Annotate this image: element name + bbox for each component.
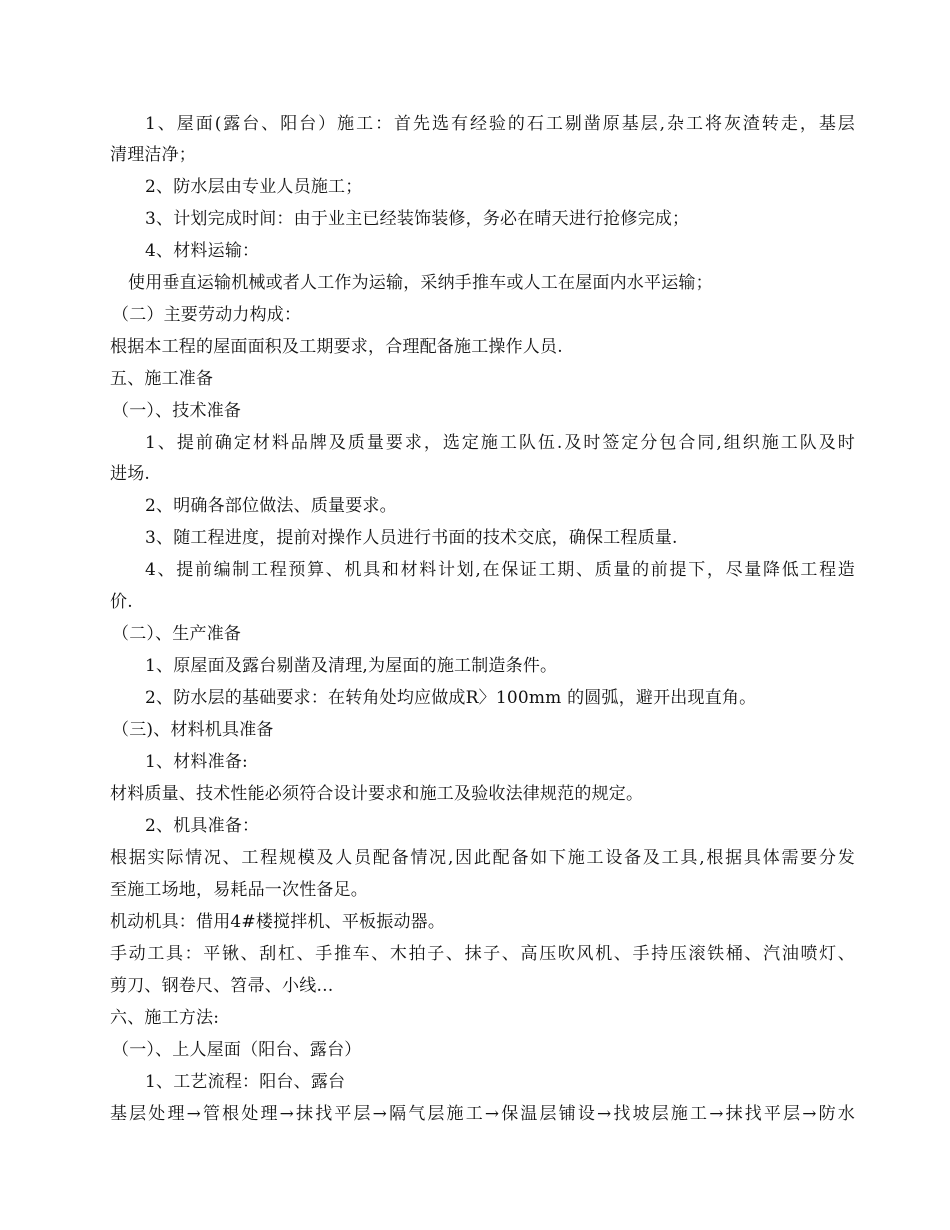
paragraph-line: 1、提前确定材料品牌及质量要求，选定施工队伍.及时签定分包合同,组织施工队及时	[145, 433, 855, 453]
paragraph-line: 根据实际情况、工程规模及人员配备情况,因此配备如下施工设备及工具,根据具体需要分发	[110, 848, 855, 868]
paragraph-line: 1、工艺流程：阳台、露台	[145, 1072, 346, 1092]
paragraph-line: 2、防水层由专业人员施工；	[145, 177, 363, 197]
section-heading: （一）、上人屋面（阳台、露台）	[112, 1040, 362, 1060]
paragraph-line: 1、原屋面及露台剔凿及清理,为屋面的施工制造条件。	[145, 656, 558, 676]
paragraph-line: 2、防水层的基础要求：在转角处均应做成R〉100mm 的圆弧，避开出现直角。	[145, 688, 757, 708]
paragraph-line: 至施工场地，易耗品一次性备足。	[110, 880, 368, 900]
paragraph-line: 价.	[110, 592, 133, 612]
paragraph-line: 使用垂直运输机械或者人工作为运输，采纳手推车或人工在屋面内水平运输；	[128, 273, 713, 293]
section-heading: （二）主要劳动力构成：	[112, 305, 302, 325]
section-heading: （三)、材料机具准备	[112, 720, 274, 740]
paragraph-line: 3、随工程进度，提前对操作人员进行书面的技术交底，确保工程质量.	[145, 528, 678, 548]
paragraph-line: 机动机具：借用4#楼搅拌机、平板振动器。	[110, 912, 446, 932]
section-heading: （二）、生产准备	[112, 624, 242, 644]
paragraph-line: 2、机具准备：	[145, 816, 260, 836]
paragraph-line: 手动工具：平锹、刮杠、手推车、木拍子、抹子、高压吹风机、手持压滚铁桶、汽油喷灯、	[110, 944, 855, 964]
paragraph-line: 材料质量、技术性能必须符合设计要求和施工及验收法律规范的规定。	[110, 784, 644, 804]
paragraph-line: 根据本工程的屋面面积及工期要求，合理配备施工操作人员.	[110, 337, 563, 357]
section-heading: 六、施工方法:	[110, 1008, 220, 1028]
section-heading: （一）、技术准备	[112, 401, 242, 421]
paragraph-line: 基层处理→管根处理→抹找平层→隔气层施工→保温层铺设→找坡层施工→抹找平层→防水	[110, 1104, 855, 1124]
paragraph-line: 1、材料准备:	[145, 752, 248, 772]
paragraph-line: 清理洁净；	[110, 145, 196, 165]
paragraph-line: 剪刀、钢卷尺、笤帚、小线…	[110, 976, 334, 996]
paragraph-line: 3、计划完成时间：由于业主已经装饰装修，务必在晴天进行抢修完成；	[145, 209, 690, 229]
paragraph-line: 4、材料运输：	[145, 241, 260, 261]
paragraph-line: 1、屋面(露台、阳台）施工：首先选有经验的石工剔凿原基层,杂工将灰渣转走，基层	[145, 114, 855, 134]
section-heading: 五、施工准备	[110, 369, 214, 389]
paragraph-line: 进场.	[110, 464, 151, 484]
paragraph-line: 2、明确各部位做法、质量要求。	[145, 496, 397, 516]
paragraph-line: 4、提前编制工程预算、机具和材料计划,在保证工期、质量的前提下，尽量降低工程造	[145, 560, 855, 580]
